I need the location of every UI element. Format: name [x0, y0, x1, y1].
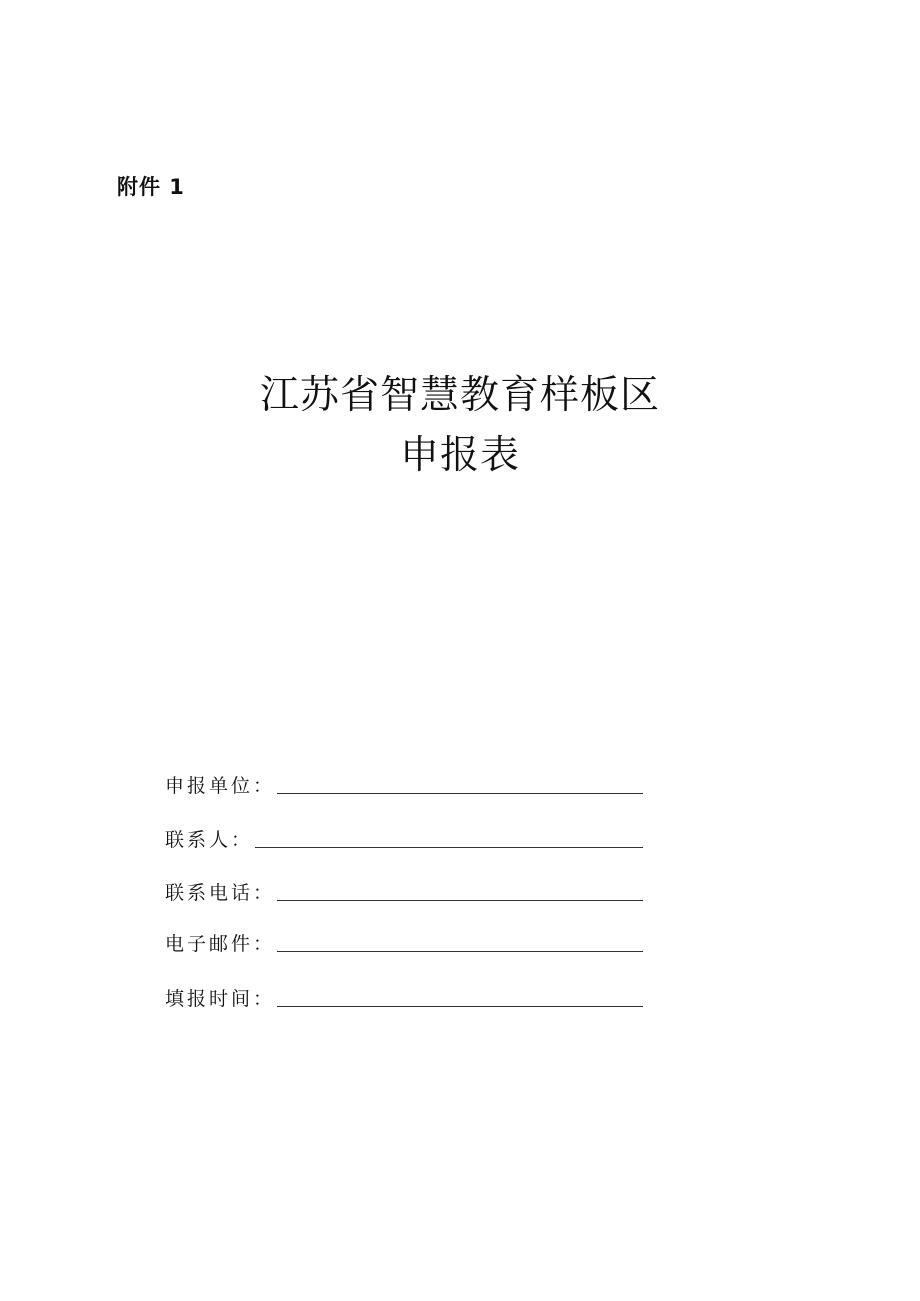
contact-person-field[interactable]: [255, 847, 643, 848]
attachment-label: 附件 1: [117, 175, 185, 199]
email-field[interactable]: [277, 951, 643, 952]
form-row-email: [165, 928, 643, 956]
contact-phone-field[interactable]: [277, 900, 643, 901]
fill-date-field[interactable]: [277, 1006, 643, 1007]
applicant-unit-label: 申报单位：: [165, 775, 276, 797]
form-row-applicant-unit: [165, 770, 643, 798]
form-row-contact-person: [165, 824, 643, 852]
contact-phone-label: 联系电话：: [165, 882, 276, 904]
form-row-fill-date: [165, 983, 643, 1011]
email-label: 电子邮件：: [165, 933, 276, 955]
document-title: [0, 366, 920, 486]
form-row-contact-phone: [165, 877, 643, 905]
fill-date-label: 填报时间：: [165, 988, 276, 1010]
title-line-1: 江苏省智慧教育样板区: [259, 373, 660, 418]
contact-person-label: 联系人：: [165, 829, 254, 851]
title-line-2: 申报表: [399, 433, 520, 478]
applicant-unit-field[interactable]: [277, 793, 643, 794]
